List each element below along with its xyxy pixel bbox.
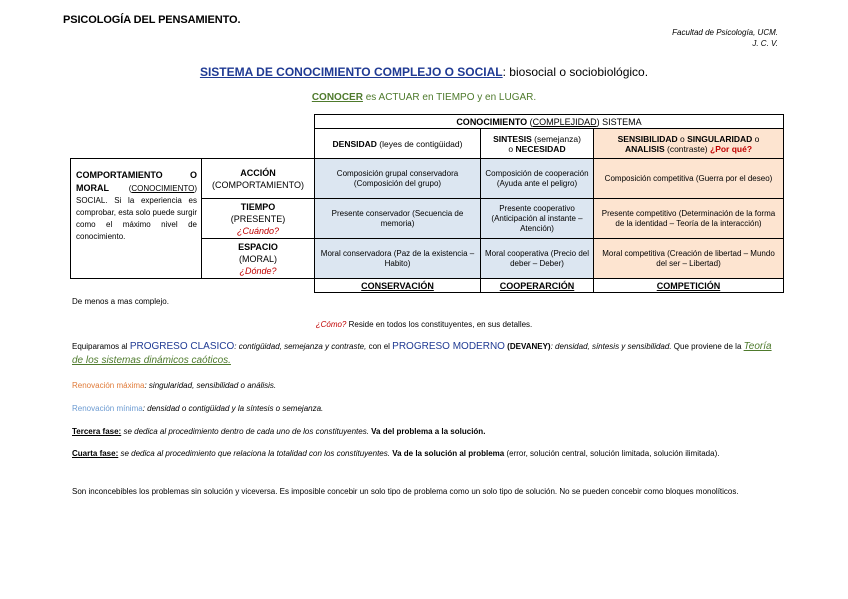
paragraph-tercera-fase: Tercera fase: se dedica al procedimiento dentro de cada uno de los constituyentes. Va del problema a la solución. [72,427,486,436]
paragraph-complexity: De menos a mas complejo. [72,297,169,306]
document-header-title: PSICOLOGÍA DEL PENSAMIENTO. [63,14,241,26]
paragraph-cuarta-fase: Cuarta fase: se dedica al procedimiento que relaciona la totalidad con los constituyentes. Va de la solución al problema (error, solución central, solución limitada, solución ilimitada). [72,449,720,458]
author-initials: J. C. V. [752,39,778,48]
cell-accion-densidad: Composición grupal conservadora (Composición del grupo) [315,159,481,199]
cell-tiempo-sensibilidad: Presente competitivo (Determinación de la forma de la identidad – Teoría de la interacción) [594,199,784,239]
left-box-body: SOCIAL. Si la experiencia es comprobar, esta solo puede surgir como el máximo nivel de conocimiento. [76,196,197,241]
page-subtitle [0,92,848,103]
cell-espacio-sensibilidad: Moral competitiva (Creación de libertad – Mundo del ser – Libertad) [594,239,784,279]
paragraph-progreso: Equiparamos al PROGRESO CLASICO: contigüidad, semejanza y contraste, con el PROGRESO MODERNO (DEVANEY): densidad, síntesis y sensibilidad. Que proviene de la Teoría de los sistemas dinámicos caóticos. [72,341,772,366]
subtitle-rest: es ACTUAR en TIEMPO y en LUGAR. [362,92,537,103]
paragraph-como: ¿Cómo? Reside en todos los constituyentes, en sus detalles. [315,320,533,329]
paragraph-conclusion: Son inconcebibles los problemas sin solución y viceversa. Es imposible concebir un solo tipo de problema como un solo tipo de solución. No se pueden concebir como bloques monolíticos. [72,487,739,496]
left-box-comportamiento: COMPORTAMIENTO O MORAL (CONOCIMIENTO) SOCIAL. Si la experiencia es comprobar, esta solo puede surgir como el máximo nivel de conocimiento. [71,159,202,279]
cell-tiempo-sintesis: Presente cooperativo (Anticipación al instante – Atención) [481,199,594,239]
footer-cooperacion: COOPERARCIÓN [481,279,594,293]
cell-tiempo-densidad: Presente conservador (Secuencia de memoria) [315,199,481,239]
footer-conservacion: CONSERVACIÓN [315,279,481,293]
cell-accion-sensibilidad: Composición competitiva (Guerra por el deseo) [594,159,784,199]
affiliation-line: Facultad de Psicología, UCM. [672,28,778,37]
page-title [0,65,848,79]
row-label-tiempo: TIEMPO (PRESENTE) ¿Cuándo? [202,199,315,239]
paragraph-renovacion-maxima: Renovación máxima: singularidad, sensibilidad o análisis. [72,381,277,390]
subtitle-underlined: CONOCER [311,92,363,103]
cell-espacio-sintesis: Moral cooperativa (Precio del deber – Deber) [481,239,594,279]
col-header-densidad: DENSIDAD (leyes de contigüidad) [315,129,481,159]
title-underlined: SISTEMA DE CONOCIMIENTO COMPLEJO O SOCIAL [199,65,503,79]
table-top-header: CONOCIMIENTO (COMPLEJIDAD) SISTEMA [315,115,784,129]
cell-espacio-densidad: Moral conservadora (Paz de la existencia – Habito) [315,239,481,279]
row-label-accion: ACCIÓN (COMPORTAMIENTO) [202,159,315,199]
document-header-affiliation [672,27,778,49]
cell-accion-sintesis: Composición de cooperación (Ayuda ante el peligro) [481,159,594,199]
col-header-sintesis: SINTESIS (semejanza) o NECESIDAD [481,129,594,159]
col-header-sensibilidad: SENSIBILIDAD o SINGULARIDAD o ANALISIS (contraste) ¿Por qué? [594,129,784,159]
knowledge-system-table [70,114,784,293]
paragraph-renovacion-minima: Renovación mínima: densidad o contigüidad y la síntesis o semejanza. [72,404,324,413]
title-rest: : biosocial o sociobiológico. [502,65,649,79]
link-teoria-sistemas: Teoría de los sistemas dinámicos caóticos. [72,341,772,366]
row-label-espacio: ESPACIO (MORAL) ¿Dónde? [202,239,315,279]
footer-competicion: COMPETICIÓN [594,279,784,293]
